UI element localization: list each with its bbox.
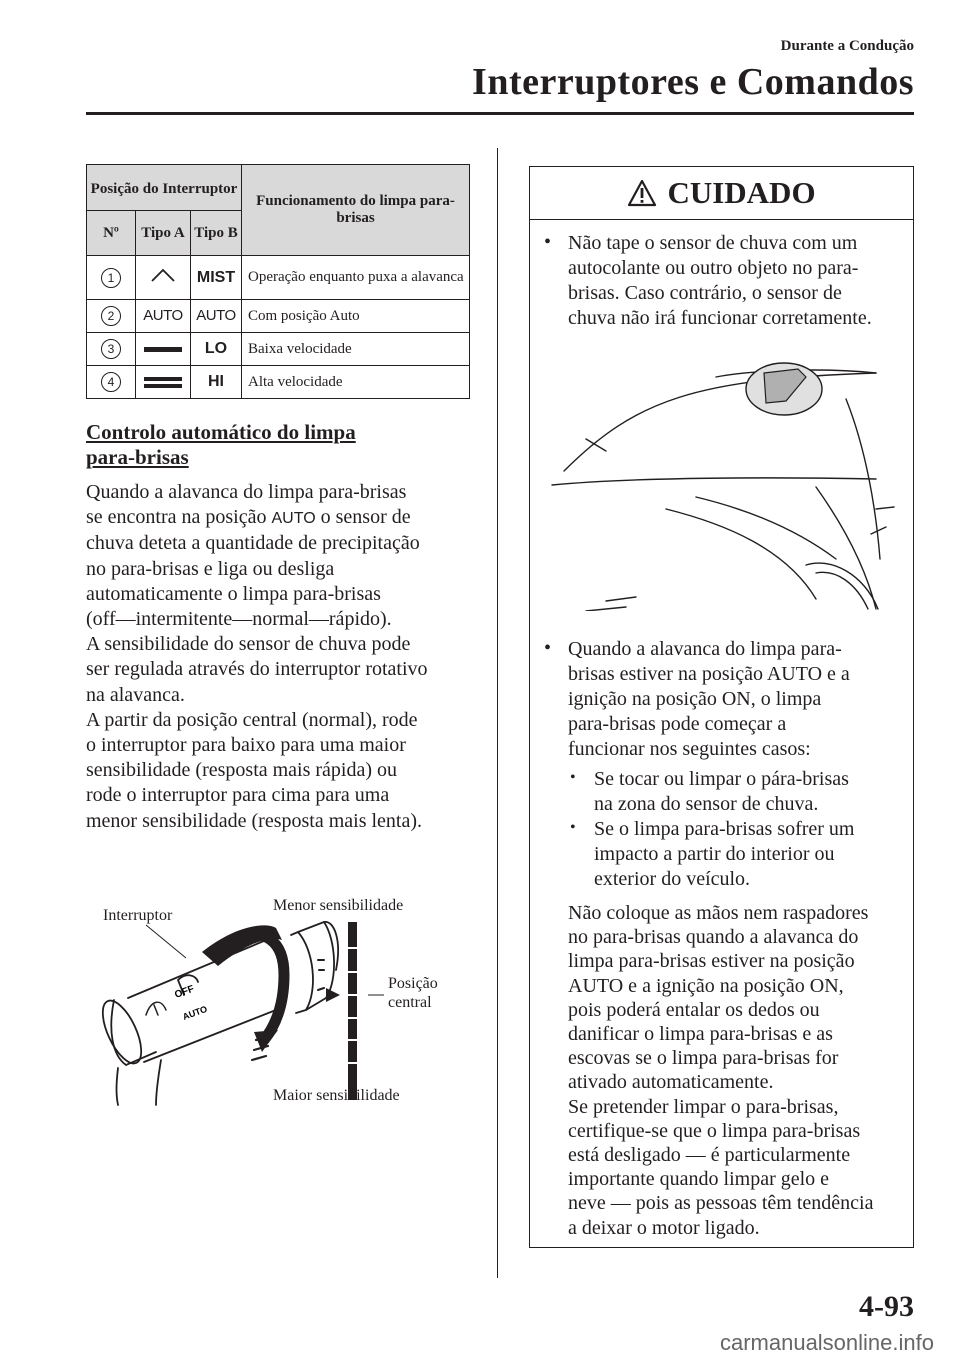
label-line: Posição	[388, 975, 438, 992]
type-b-label: MIST	[196, 268, 236, 286]
text-line: danificar o limpa para-brisas e as	[568, 1023, 833, 1046]
text-line: A sensibilidade do sensor de chuva pode	[86, 633, 411, 656]
text-line: brisas. Caso contrário, o sensor de	[568, 282, 842, 304]
th-num: Nº	[87, 211, 136, 256]
text-line: se encontra na posição	[86, 506, 267, 529]
center-position-label	[388, 974, 438, 1012]
text-line: automaticamente o limpa para-brisas	[86, 582, 381, 605]
text-line: Não coloque as mãos nem raspadores	[568, 902, 869, 924]
warning-triangle-icon	[627, 179, 657, 207]
text-line: exterior do veículo.	[594, 868, 751, 890]
function-text: Operação enquanto puxa a alavanca	[242, 256, 470, 300]
text-line: pois poderá entalar os dedos ou	[568, 998, 820, 1021]
paragraph	[86, 632, 486, 708]
text-line: Se o limpa para-brisas sofrer um	[594, 818, 855, 840]
lever-auto-label: AUTO	[181, 1003, 209, 1022]
text-line: chuva não irá funcionar corretamente.	[568, 307, 872, 329]
column-divider	[497, 148, 498, 1278]
text-line: na alavanca.	[86, 683, 185, 706]
table-row	[87, 256, 470, 300]
caution-box	[529, 166, 914, 1248]
type-a-label: AUTO	[143, 307, 183, 324]
watermark: carmanualsonline.info	[719, 1330, 934, 1355]
text-line: ignição na posição ON, o limpa	[568, 688, 822, 710]
auto-symbol: AUTO	[271, 510, 316, 528]
section-body	[86, 480, 486, 834]
row-number: 1	[101, 268, 121, 288]
text-line: na zona do sensor de chuva.	[594, 793, 819, 815]
th-function: Funcionamento do limpa para-brisas	[242, 165, 470, 256]
caution-title: CUIDADO	[667, 175, 816, 210]
row-number: 2	[101, 306, 121, 326]
paragraph	[86, 708, 486, 834]
more-sensitivity-label: Maior sensibilidade	[273, 1087, 400, 1104]
function-text: Com posição Auto	[242, 300, 470, 333]
chapter-title: Interruptores e Comandos	[472, 61, 914, 103]
function-text: Alta velocidade	[242, 366, 470, 399]
windshield-sensor-illustration	[546, 359, 896, 611]
caution-sub-bullet-2	[594, 817, 909, 892]
text-line: Se pretender limpar o para-brisas,	[568, 1095, 839, 1118]
single-wipe-icon	[148, 266, 178, 284]
text-line: ser regulada através do interruptor rotativo	[86, 658, 428, 681]
caution-bullet-2	[568, 637, 908, 762]
caution-note	[568, 901, 910, 1240]
text-line: ativado automaticamente.	[568, 1071, 774, 1094]
label-line: central	[388, 994, 432, 1011]
sub-bullet-dot: •	[570, 819, 576, 836]
type-b-label: LO	[204, 340, 228, 357]
type-b-label: AUTO	[196, 307, 236, 324]
text-line: funcionar nos seguintes casos:	[568, 738, 811, 760]
page-number: 4-93	[859, 1290, 914, 1323]
header-rule	[86, 112, 914, 115]
text-line: brisas estiver na posição AUTO e a	[568, 663, 850, 685]
table-row	[87, 300, 470, 333]
sub-bullet-dot: •	[570, 769, 576, 786]
text-line: escovas se o limpa para-brisas for	[568, 1047, 839, 1070]
text-line: está desligado — é particularmente	[568, 1144, 851, 1167]
section-kicker: Durante a Condução	[780, 38, 914, 54]
text-line: impacto a partir do interior ou	[594, 843, 835, 865]
less-sensitivity-label: Menor sensibilidade	[273, 897, 404, 914]
text-line: A partir da posição central (normal), rode	[86, 708, 418, 731]
text-line: Quando a alavanca do limpa para-	[568, 638, 842, 660]
text-line: Quando a alavanca do limpa para-brisas	[86, 481, 407, 503]
caution-header	[530, 167, 913, 220]
text-line: (off—intermitente—normal—rápido).	[86, 608, 392, 631]
text-line: importante quando limpar gelo e	[568, 1168, 830, 1191]
type-b-label: HI	[208, 373, 224, 390]
heading-line: Controlo automático do limpa	[86, 420, 356, 444]
low-speed-icon	[144, 347, 182, 352]
heading-line: para-brisas	[86, 445, 189, 469]
high-speed-icon	[144, 377, 182, 388]
text-line: para-brisas pode começar a	[568, 713, 787, 735]
text-line: Se tocar ou limpar o pára-brisas	[594, 768, 849, 790]
paragraph	[86, 480, 486, 632]
switch-position-table	[86, 164, 470, 399]
text-line: AUTO e a ignição na posição ON,	[568, 974, 844, 997]
text-line: neve — pois as pessoas têm tendência	[568, 1192, 874, 1215]
table-row	[87, 333, 470, 366]
caution-sub-bullet-1	[594, 767, 909, 817]
text-line: limpa para-brisas estiver na posição	[568, 950, 855, 973]
text-line: a deixar o motor ligado.	[568, 1216, 760, 1239]
th-position: Posição do Interruptor	[87, 165, 242, 211]
text-line: o interruptor para baixo para uma maior	[86, 734, 406, 757]
text-line: rode o interruptor para cima para uma	[86, 784, 390, 807]
switch-label: Interruptor	[103, 907, 173, 924]
text-line: menor sensibilidade (resposta mais lenta).	[86, 809, 423, 832]
text-line: certifique-se que o limpa para-brisas	[568, 1119, 861, 1142]
th-type-a: Tipo A	[136, 211, 191, 256]
th-type-b: Tipo B	[191, 211, 242, 256]
text-line: chuva deteta a quantidade de precipitação	[86, 532, 420, 555]
text-line: autocolante ou outro objeto no para-	[568, 257, 859, 279]
lever-off-label: OFF	[173, 983, 196, 1001]
function-text: Baixa velocidade	[242, 333, 470, 366]
row-number: 3	[101, 339, 121, 359]
bullet-dot: •	[544, 231, 552, 253]
text-line: no para-brisas quando a alavanca do	[568, 926, 859, 949]
table-row	[87, 366, 470, 399]
caution-bullet-1	[568, 231, 908, 331]
text-line: no para-brisas e liga ou desliga	[86, 557, 335, 580]
section-heading	[86, 420, 356, 470]
text-line: sensibilidade (resposta mais rápida) ou	[86, 759, 398, 782]
text-line: o sensor de	[320, 506, 411, 529]
row-number: 4	[101, 372, 121, 392]
bullet-dot: •	[544, 637, 552, 659]
text-line: Não tape o sensor de chuva com um	[568, 232, 858, 254]
